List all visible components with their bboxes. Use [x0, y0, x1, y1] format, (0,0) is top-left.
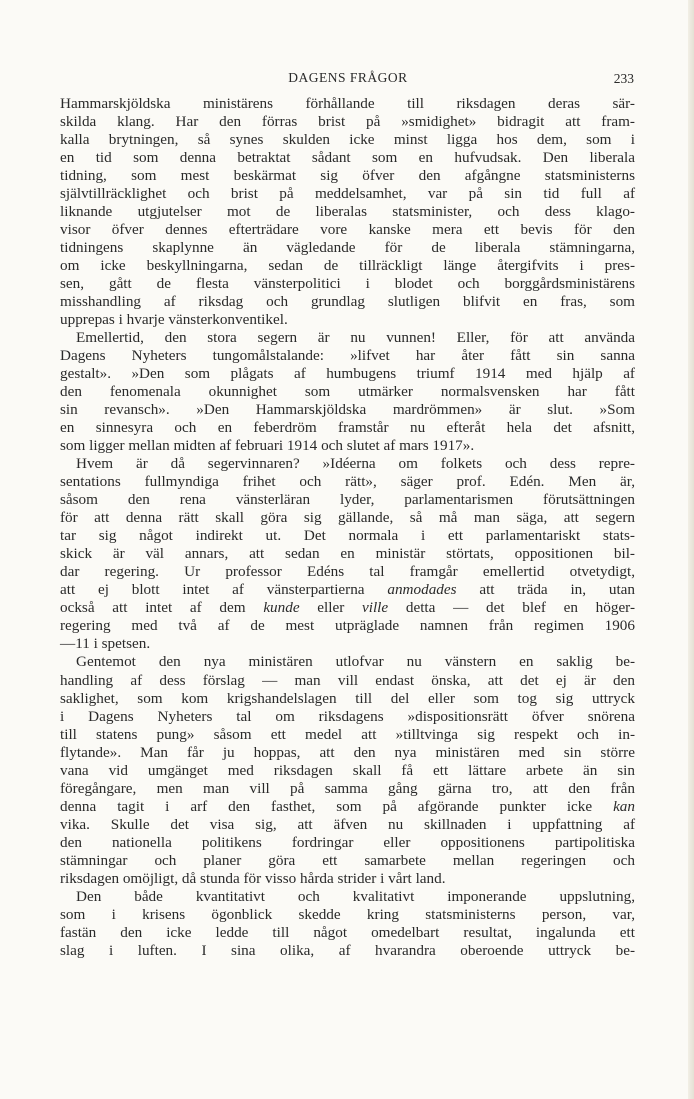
body-text	[60, 95, 635, 960]
text-line: som i krisens ögonblick skedde kring statsministerns person, var,	[60, 905, 635, 923]
text-line: tidning, som mest beskärmat sig öfver den afgångne statsministerns	[60, 167, 635, 185]
text-line: sentations fullmyndiga frihet och rätt», säger prof. Edén. Men är,	[60, 473, 635, 491]
text-line: visor öfver dennes efterträdare vore kanske mera ett bevis för den	[60, 221, 635, 239]
text-line: självtillräcklighet och brist på meddelsamhet, var på sin tid full af	[60, 185, 635, 203]
text-line: Hammarskjöldska ministärens förhållande till riksdagen deras sär-	[60, 95, 635, 112]
text-line: kalla brytningen, så synes skulden icke minst ligga hos dem, som i	[60, 131, 635, 149]
text-line: den fenomenala okunnighet som utmärker normalsvensken har fått	[60, 383, 635, 401]
text-line: liknande utgjutelser mot de liberalas statsminister, och dess klago-	[60, 203, 635, 221]
text-segment: att ej blott intet af vänsterpartierna	[60, 581, 388, 599]
text-line: tidningens skaplynne än vägledande för de liberala stämningarna,	[60, 239, 635, 257]
italic-word: kunde	[263, 599, 300, 617]
text-line: såsom den rena vänsterläran lyder, parlamentarismen förutsättningen	[60, 491, 635, 509]
text-segment: också att intet af dem	[60, 599, 264, 617]
text-line: vika. Skulle det visa sig, att äfven nu skillnaden i uppfattning af	[60, 815, 635, 833]
text-line: regering med två af de mest utpräglade namnen från regimen 1906	[60, 617, 635, 635]
text-line: —11 i spetsen.	[60, 635, 151, 653]
text-line	[60, 599, 635, 617]
running-title: DAGENS FRÅGOR	[288, 70, 408, 85]
text-line: dar regering. Ur professor Edéns tal framgår emellertid otvetydigt,	[60, 563, 635, 581]
text-line: en tid som denna betraktat sådant som en hufvudsak. Den liberala	[60, 149, 635, 167]
text-segment: eller	[299, 599, 362, 617]
text-line: skick är väl annars, att sedan en ministär störtats, oppositionen bil-	[60, 545, 635, 563]
text-line: misshandling af riksdag och grundlag slutligen blifvit en fras, som	[60, 293, 635, 311]
italic-word: anmodades	[387, 581, 457, 599]
text-segment: att träda in, utan	[456, 581, 636, 599]
italic-word: kan	[613, 797, 635, 815]
text-segment: denna tagit i arf den fasthet, som på afgörande punkter icke	[60, 797, 614, 815]
text-line	[60, 581, 635, 599]
text-line: tar sig något indirekt ut. Det normala i ett parlamentariskt stats-	[60, 527, 635, 545]
text-line	[60, 798, 635, 816]
text-line: riksdagen omöjligt, då stunda för visso hårda strider i vårt land.	[60, 869, 446, 887]
text-line: Dagens Nyheters tungomålstalande: »lifvet har åter fått sin sanna	[60, 347, 635, 365]
text-line: stämningar och planer göra ett samarbete mellan regeringen och	[60, 851, 635, 869]
text-line: handling af dess förslag — man vill endast önska, att det ej är den	[60, 671, 635, 689]
italic-word: ville	[362, 599, 389, 617]
text-line: Den både kvantitativt och kvalitativt imponerande uppslutning,	[76, 887, 635, 905]
page-number: 233	[613, 71, 634, 86]
text-line: som ligger mellan midten af februari 1914 och slutet af mars 1917».	[60, 437, 475, 455]
text-line: gestalt». »Den som plågats af humbugens triumf 1914 med hjälp af	[60, 365, 635, 383]
text-line: fastän den icke ledde till något omedelbart resultat, ingalunda ett	[60, 923, 635, 941]
text-segment: detta — det blef en höger-	[388, 599, 635, 617]
text-line: flytande». Man får ju hoppas, att den nya ministären med sin större	[60, 743, 635, 761]
text-line: slag i luften. I sina olika, af hvarandra oberoende uttryck be-	[60, 941, 635, 959]
text-line: i Dagens Nyheters tal om riksdagens »dispositionsrätt öfver snörena	[60, 707, 635, 725]
text-line: Emellertid, den stora segern är nu vunnen! Eller, för att använda	[76, 329, 635, 347]
text-line: vana vid umgänget med riksdagen skall få ett lättare arbete än sin	[60, 761, 635, 779]
text-line: till statens pung» såsom ett medel att »tilltvinga sig respekt och in-	[60, 725, 635, 743]
text-line: Gentemot den nya ministären utlofvar nu vänstern en saklig be-	[76, 653, 635, 671]
text-line: saklighet, som kom krigshandelslagen till del eller som tog sig uttryck	[60, 689, 635, 707]
text-line: för att denna rätt skall göra sig gällande, så må man säga, att segern	[60, 509, 635, 527]
page-header	[60, 70, 636, 90]
page-edge	[688, 0, 694, 1099]
text-line: sin revansch». »Den Hammarskjöldska mardrömmen» är slut. »Som	[60, 401, 635, 419]
text-line: sen, gått de flesta vänsterpolitici i blodet och borggårdsministärens	[60, 275, 635, 293]
text-line: om icke beskyllningarna, sedan de tillräckligt länge återgifvits i pres-	[60, 257, 635, 275]
text-line: skilda klang. Har den förras brist på »smidighet» bidragit att fram-	[60, 113, 635, 131]
text-line: Hvem är då segervinnaren? »Idéerna om folkets och dess repre-	[76, 455, 635, 473]
text-line: den nationella politikens fordringar eller oppositionens partipolitiska	[60, 833, 635, 851]
text-line: upprepas i hvarje vänsterkonventikel.	[60, 311, 288, 329]
text-line: föregångare, men man vill på samma gång gärna tro, att den från	[60, 779, 635, 797]
text-line: en sinnesyra och en feberdröm framstår nu efteråt hela det afsnitt,	[60, 419, 635, 437]
